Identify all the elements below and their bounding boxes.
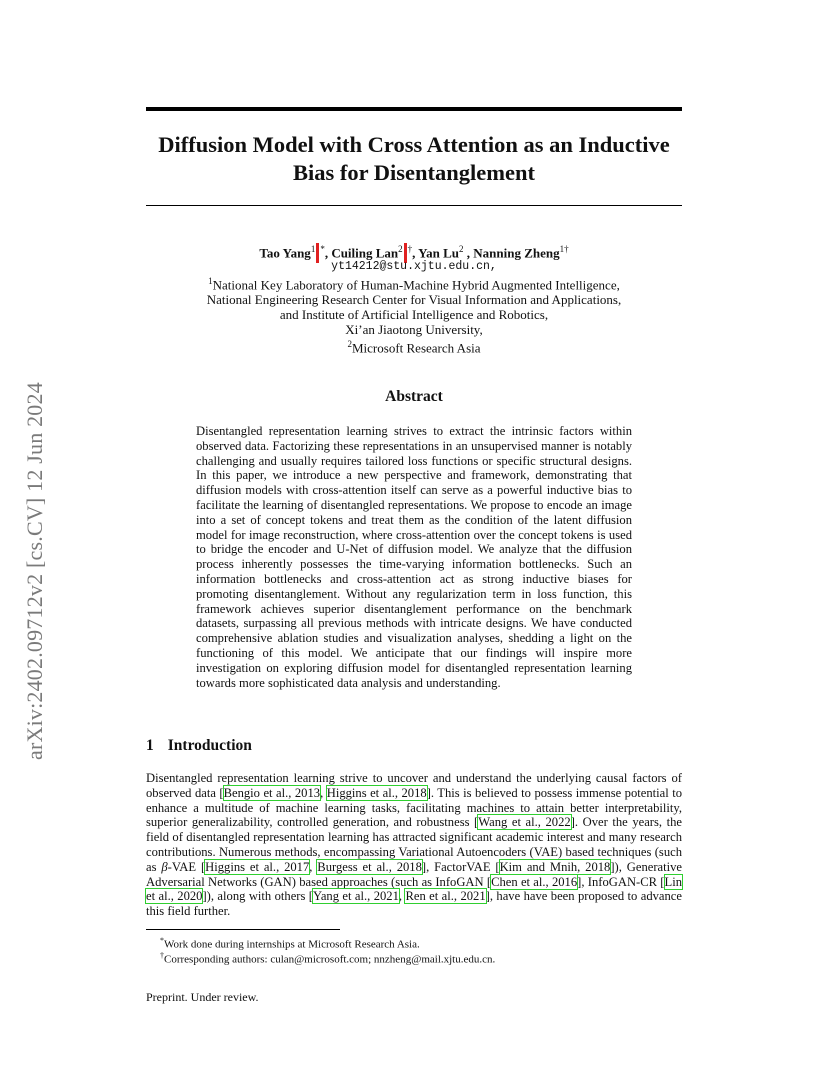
title-line-2: Bias for Disentanglement	[292, 160, 536, 185]
affiliations	[146, 274, 682, 356]
abstract-heading: Abstract	[385, 388, 443, 405]
affil-line-2: National Engineering Research Center for Visual Information and Applications,	[206, 292, 622, 308]
section-title: Introduction	[167, 737, 252, 754]
intro-text: ]. Over the years, the field of disentangled representation learning has attracted significant academic interest and many research contributions. Numerous methods, encompassing Variational Autoencoders (VAE) based techniques (such as	[146, 815, 682, 874]
paper-title	[146, 131, 682, 187]
affil-line-4: Xi’an Jiaotong University,	[345, 322, 483, 338]
abstract-body: Disentangled representation learning strives to extract the intrinsic factors within observed data. Factorizing these representations in an unsupervised manner is notably challenging and usually requires tailored loss functions or specific structural designs. In this paper, we introduce a new perspective and framework, demonstrating that diffusion models with cross-attention itself can serve as a powerful inductive bias to facilitate the learning of disentangled representations. We propose to encode an image into a set of concept tokens and treat them as the condition of the latent diffusion model for image reconstruction, where cross-attention over the concept tokens is used to bridge the encoder and U-Net of diffusion model. We analyze that the diffusion process inherently possesses the time-varying information bottlenecks. Such an information bottlenecks and cross-attention act as strong inductive biases for promoting disentanglement. Without any regularization term in loss function, this framework achieves superior disentanglement performance on the benchmark datasets, surpassing all previous methods with intricate designs. We have conducted comprehensive ablation studies and visualization analyses, shedding a light on the functioning of this model. We anticipate that our findings will inspire more investigation on exploring diffusion model for disentangled representation learning towards more sophisticated data analysis and understanding.	[196, 424, 632, 690]
author-1-footnote: *	[320, 244, 325, 254]
author-3-affil: 2	[459, 244, 464, 254]
author-4-affil: 1†	[559, 244, 569, 254]
citation-link[interactable]: Kim and Mnih, 2018	[499, 859, 611, 874]
footnote-rule	[146, 929, 340, 930]
author-2: , Cuiling Lan	[324, 245, 399, 261]
affil-2-sup: 2	[347, 339, 352, 350]
citation-link[interactable]: Burgess et al., 2018	[317, 859, 422, 874]
affil-line-1: National Key Laboratory of Human-Machine Hybrid Augmented Intelligence,	[212, 277, 620, 293]
intro-text: ,	[320, 785, 327, 800]
beta-symbol: β	[161, 859, 168, 874]
author-2-footnote: †	[407, 244, 413, 254]
intro-text: ,	[309, 859, 318, 874]
footnote-2-text: Corresponding authors: culan@microsoft.com; nnzheng@mail.xjtu.edu.cn.	[164, 953, 496, 966]
citation-link[interactable]: Yang et al., 2021	[313, 889, 399, 904]
intro-text: ]), Generative Adversarial Networks (GAN) based approaches (such as InfoGAN [	[146, 859, 682, 889]
citation-link[interactable]: Chen et al., 2016	[491, 874, 578, 889]
footnote-1-text: Work done during internships at Microsoft Research Asia.	[164, 938, 420, 951]
section-heading	[146, 737, 252, 755]
footnote-1-mark: *	[160, 936, 164, 945]
title-line-1: Diffusion Model with Cross Attention as an Inductive	[158, 132, 670, 157]
intro-text: ], have have been proposed to advance this field further.	[146, 889, 682, 919]
arxiv-identifier: arXiv:2402.09712v2 [cs.CV] 12 Jun 2024	[22, 382, 47, 760]
footnote-2-mark: †	[160, 951, 164, 960]
affil-line-3: and Institute of Artificial Intelligence and Robotics,	[279, 307, 549, 323]
intro-text: ]. This is believed to possess immense potential to enhance a multitude of machine learning tasks, facilitating machines to attain better interpretability, superior generalizability, controlled generation, and robustness [	[146, 785, 682, 830]
intro-text: -VAE [	[167, 859, 206, 874]
author-1: Tao Yang	[259, 245, 311, 261]
author-3: , Yan Lu	[412, 245, 460, 261]
footnote-2	[160, 949, 495, 967]
intro-text: Disentangled representation learning strive to uncover and understand the underlying causal factors of observed data [	[146, 771, 682, 800]
title-top-rule	[146, 107, 682, 111]
citation-link[interactable]: Lin et al., 2020	[146, 874, 682, 904]
citation-link[interactable]: Higgins et al., 2017	[205, 859, 310, 874]
author-email: yt14212@stu.xjtu.edu.cn,	[331, 260, 497, 273]
author-4: , Nanning Zheng	[463, 245, 560, 261]
affil-line-5: Microsoft Research Asia	[351, 340, 481, 356]
preprint-note: Preprint. Under review.	[146, 990, 259, 1004]
citation-link[interactable]: Ren et al., 2021	[405, 889, 486, 904]
intro-text: ], FactorVAE [	[421, 859, 500, 874]
citation-link[interactable]: Higgins et al., 2018	[326, 785, 427, 800]
author-1-affil: 1	[310, 244, 316, 254]
intro-text: ]), along with others [	[202, 889, 313, 904]
intro-text: ], InfoGAN-CR [	[577, 874, 665, 889]
title-bottom-rule	[146, 205, 682, 206]
intro-text: ,	[398, 889, 406, 904]
author-2-affil: 2	[398, 244, 403, 254]
citation-link[interactable]: Wang et al., 2022	[478, 815, 571, 830]
affil-1-sup: 1	[208, 276, 213, 286]
introduction-paragraph	[146, 771, 682, 919]
citation-link[interactable]: Bengio et al., 2013	[223, 785, 321, 800]
section-number: 1	[146, 737, 154, 754]
